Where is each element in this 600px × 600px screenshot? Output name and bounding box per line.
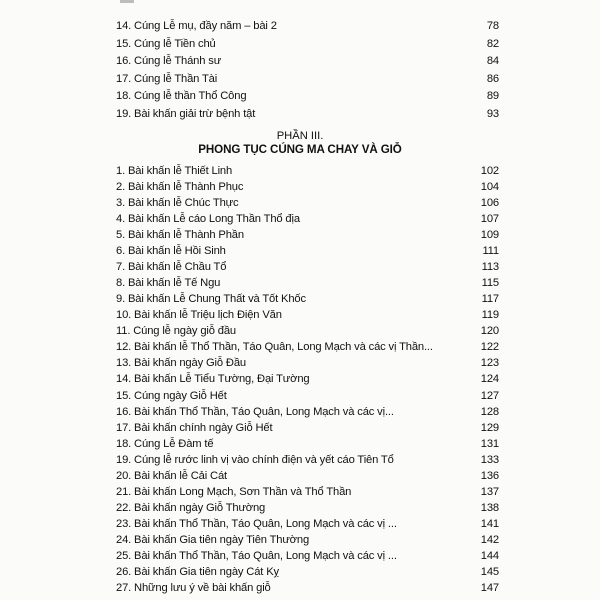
- toc-entry: [116, 436, 499, 452]
- entry-page-number: 119: [481, 309, 499, 322]
- entry-title: 23. Bài khấn Thổ Thần, Táo Quân, Long Mạch và các vị ...: [116, 517, 397, 530]
- toc-entry: [116, 70, 499, 88]
- entry-page-number: 115: [481, 277, 499, 290]
- entry-page-number: 123: [480, 357, 499, 370]
- toc-entry: [116, 179, 499, 195]
- entry-title: 20. Bài khấn lễ Cải Cát: [116, 469, 227, 482]
- part-title: PHONG TỤC CÚNG MA CHAY VÀ GIỖ: [198, 143, 402, 156]
- entry-page-number: 104: [480, 181, 499, 194]
- toc-entry: [116, 259, 499, 275]
- toc-entry: [116, 500, 499, 516]
- entry-title: 13. Bài khấn ngày Giỗ Đầu: [116, 357, 246, 370]
- toc-entry: [116, 388, 499, 404]
- entry-page-number: 136: [480, 469, 499, 482]
- entry-title: 18. Cúng lễ thần Thổ Công: [116, 90, 247, 102]
- toc-entry: [116, 307, 499, 323]
- entry-page-number: 133: [480, 453, 499, 466]
- toc-entry: [116, 548, 499, 564]
- toc-entry: [116, 532, 499, 548]
- entry-title: 14. Cúng Lễ mụ, đầy năm – bài 2: [116, 20, 277, 32]
- toc-entry: [116, 163, 499, 179]
- toc-entry: [116, 564, 499, 580]
- toc-entry: [116, 452, 499, 468]
- entry-page-number: 86: [486, 72, 499, 85]
- entry-page-number: 131: [480, 437, 499, 450]
- entry-page-number: 113: [481, 261, 499, 274]
- entry-title: 11. Cúng lễ ngày giỗ đầu: [116, 325, 236, 338]
- toc-entry: [116, 355, 499, 371]
- entry-title: 6. Bài khấn lễ Hồi Sinh: [116, 245, 226, 258]
- toc-entry: [116, 484, 499, 500]
- entry-page-number: 102: [480, 165, 499, 177]
- toc-entry: [116, 580, 499, 596]
- entry-page-number: 145: [480, 565, 499, 578]
- entry-title: 16. Bài khấn Thổ Thần, Táo Quân, Long Mạch và các vị...: [116, 405, 394, 418]
- toc-entry: [116, 516, 499, 532]
- entry-page-number: 117: [481, 293, 499, 306]
- toc-entry: [116, 291, 499, 307]
- entry-title: 7. Bài khấn lễ Chầu Tổ: [116, 261, 227, 274]
- entry-page-number: 137: [480, 485, 499, 498]
- entry-page-number: 89: [486, 90, 499, 102]
- entry-page-number: 127: [480, 389, 499, 402]
- entry-page-number: 84: [486, 55, 499, 67]
- entry-page-number: 106: [480, 197, 499, 210]
- entry-title: 26. Bài khấn Gia tiên ngày Cát Kỵ: [116, 565, 279, 578]
- entry-page-number: 109: [480, 229, 499, 242]
- toc-entry: [116, 371, 499, 387]
- entry-page-number: 78: [486, 20, 499, 32]
- entry-title: 15. Cúng ngày Giỗ Hết: [116, 389, 227, 402]
- entry-page-number: 144: [480, 549, 499, 562]
- entry-title: 17. Bài khấn chính ngày Giỗ Hết: [116, 421, 273, 434]
- entry-title: 24. Bài khấn Gia tiên ngày Tiên Thường: [116, 533, 310, 546]
- entry-title: 25. Bài khấn Thổ Thần, Táo Quân, Long Mạch và các vị ...: [116, 549, 397, 562]
- entry-page-number: 122: [480, 341, 499, 354]
- toc-entry: [116, 17, 499, 35]
- entry-page-number: 141: [480, 517, 499, 530]
- entry-page-number: 142: [480, 533, 499, 546]
- toc-entry: [116, 52, 499, 70]
- toc-entry: [116, 87, 499, 105]
- entry-title: 19. Cúng lễ rước linh vị vào chính điện và yết cáo Tiên Tổ: [116, 453, 394, 466]
- entry-page-number: 82: [486, 37, 499, 50]
- entry-page-number: 124: [480, 373, 499, 386]
- entry-page-number: 129: [480, 421, 499, 434]
- entry-page-number: 93: [486, 107, 499, 120]
- entry-title: 21. Bài khấn Long Mạch, Sơn Thần và Thổ Thần: [116, 485, 352, 498]
- toc-entry: [116, 323, 499, 339]
- entry-title: 15. Cúng lễ Tiền chủ: [116, 37, 216, 50]
- toc-entry: [116, 195, 499, 211]
- toc-entry: [116, 243, 499, 259]
- entry-title: 8. Bài khấn lễ Tế Ngu: [116, 277, 221, 290]
- entry-page-number: 111: [482, 245, 499, 258]
- entry-page-number: 147: [480, 581, 499, 594]
- toc-entry: [116, 35, 499, 53]
- entry-page-number: 107: [480, 213, 499, 226]
- entry-title: 10. Bài khấn lễ Triệu lịch Điện Văn: [116, 309, 282, 322]
- entry-title: 14. Bài khấn Lễ Tiểu Tường, Đại Tường: [116, 373, 310, 386]
- entry-title: 3. Bài khấn lễ Chúc Thực: [116, 197, 239, 210]
- entry-page-number: 120: [480, 325, 499, 338]
- entry-title: 17. Cúng lễ Thần Tài: [116, 72, 218, 85]
- toc-entry: [116, 339, 499, 355]
- toc-entry: [116, 420, 499, 436]
- entry-page-number: 128: [480, 405, 499, 418]
- entry-title: 22. Bài khấn ngày Giỗ Thường: [116, 501, 266, 514]
- entry-title: 1. Bài khấn lễ Thiết Linh: [116, 165, 233, 177]
- entry-page-number: 138: [480, 501, 499, 514]
- entry-title: 12. Bài khấn lễ Thổ Thần, Táo Quân, Long Mạch và các vị Thần...: [116, 341, 433, 354]
- entry-title: 4. Bài khấn Lễ cáo Long Thần Thổ địa: [116, 213, 300, 226]
- part-label: PHẦN III.: [276, 130, 324, 142]
- toc-entry: [116, 275, 499, 291]
- toc-entry: [116, 227, 499, 243]
- toc-entry: [116, 211, 499, 227]
- entry-title: 27. Những lưu ý về bài khấn giỗ: [116, 581, 271, 594]
- entry-title: 2. Bài khấn lễ Thành Phục: [116, 181, 244, 194]
- entry-title: 19. Bài khấn giải trừ bệnh tật: [116, 107, 256, 120]
- entry-title: 16. Cúng lễ Thánh sư: [116, 55, 222, 67]
- toc-entry: [116, 404, 499, 420]
- entry-title: 5. Bài khấn lễ Thành Phần: [116, 229, 244, 242]
- entry-title: 18. Cúng Lễ Đàm tế: [116, 437, 214, 450]
- toc-entry: [116, 105, 499, 123]
- toc-entry: [116, 468, 499, 484]
- entry-title: 9. Bài khấn Lễ Chung Thất và Tốt Khốc: [116, 293, 306, 306]
